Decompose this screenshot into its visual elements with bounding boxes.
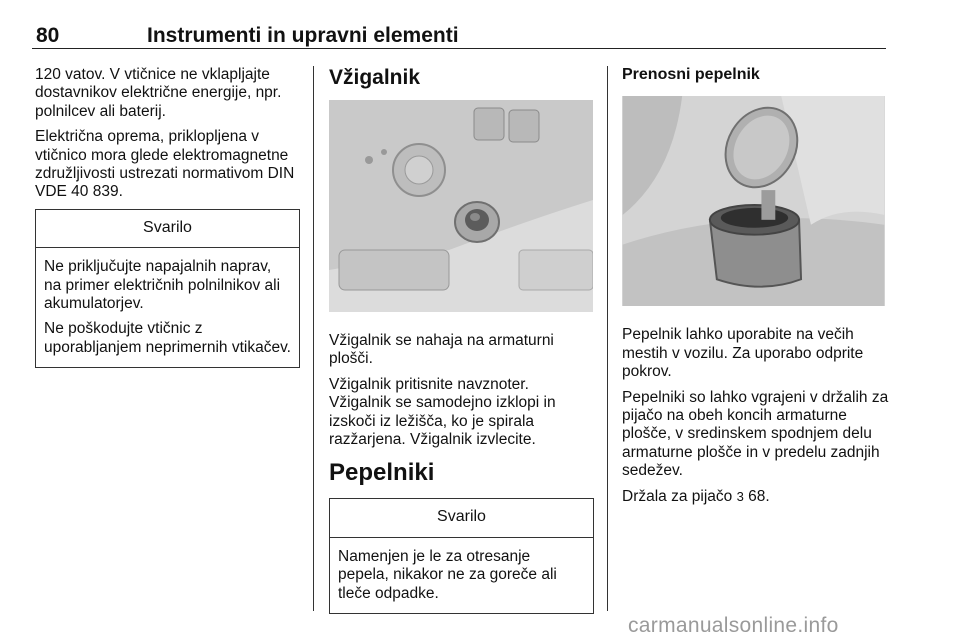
chapter-title: Instrumenti in upravni elementi [147,24,459,47]
column-2 [329,66,594,614]
section-heading-ashtrays: Pepelniki [329,459,435,487]
page-number: 80 [36,24,60,47]
cigarette-lighter-photo [329,100,593,312]
column-divider [607,66,608,611]
portable-ashtray-photo [622,96,885,306]
warning-title: Svarilo [330,499,593,537]
warning-body [330,538,593,613]
paragraph: Pepelnik lahko uporabite na večih mestih v vozilu. Za uporabo odprite pokrov. [622,326,864,381]
section-heading-portable-ashtray: Prenosni pepelnik [622,66,760,83]
column-1 [35,66,300,368]
page-header [32,14,886,49]
watermark: carmanualsonline.info [628,614,839,637]
column-3 [622,66,890,513]
cross-reference [622,488,890,506]
warning-text: Ne priključujte napajalnih naprav, na primer električnih polnilnikov ali akumulatorjev. [44,258,281,313]
warning-text: Namenjen je le za otresanje pepela, nikakor ne za goreče ali tleče odpadke. [338,547,557,602]
cross-reference-text: Držala za pijačo [622,487,733,505]
section-heading-lighter: Vžigalnik [329,66,421,89]
paragraph: 120 vatov. V vtičnice ne vklapljajte dostavnikov električne energije, npr. polnilcev ali baterij. [35,66,282,120]
paragraph: Pepelniki so lahko vgrajeni v držalih za pijačo na obeh koncih armaturne plošče, v sredinskem spodnjem delu armaturne plošče in v predelu zadnjih sedežev. [622,388,889,480]
warning-box [35,209,300,368]
paragraph: Električna oprema, priklopljena v vtičnico mora glede elektromagnetne združljivosti ustrezati normativom DIN VDE 40 839. [35,128,295,201]
warning-text: Ne poškodujte vtičnic z uporabljanjem neprimernih vtikačev. [44,320,291,356]
warning-box [329,498,594,614]
arrow-icon: 3 [736,488,744,504]
warning-body [36,248,299,367]
paragraph: Vžigalnik se nahaja na armaturni plošči. [329,332,554,368]
column-divider [313,66,314,611]
paragraph: Vžigalnik pritisnite navznoter. Vžigalnik se samodejno izklopi in izskoči iz ležišča, ko je spirala razžarjena. Vžigalnik izvlecite. [329,375,556,449]
warning-title: Svarilo [36,210,299,248]
page-reference-link[interactable]: 68. [748,487,770,505]
